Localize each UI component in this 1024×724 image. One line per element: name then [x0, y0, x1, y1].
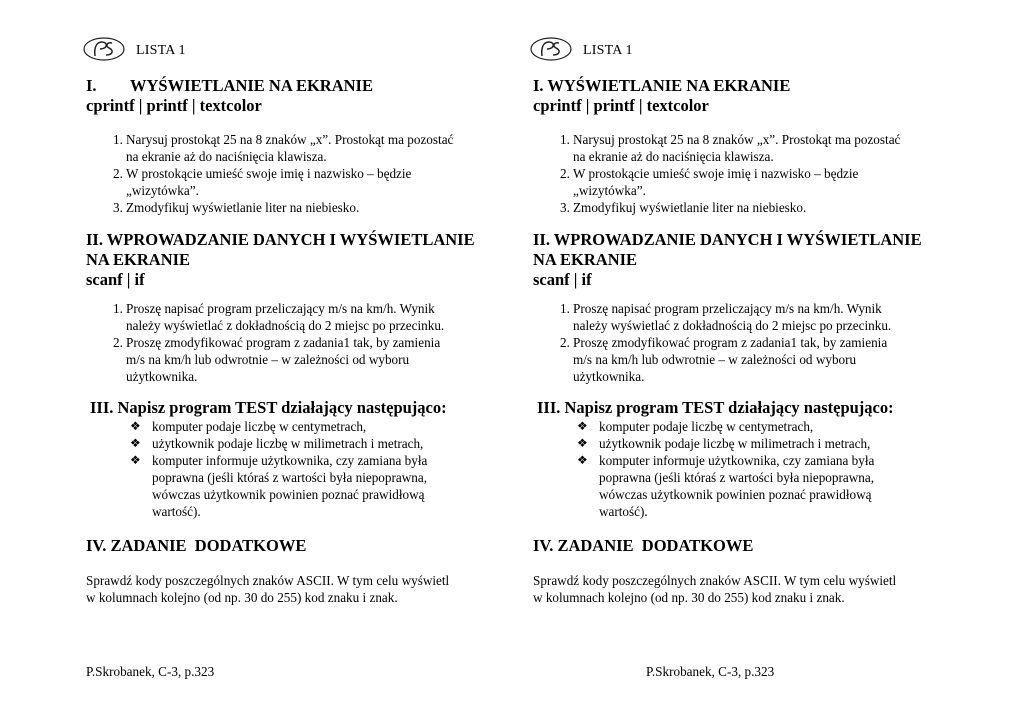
section-4-title: IV. ZADANIE DODATKOWE: [533, 536, 754, 555]
task-item: 2. Proszę zmodyfikować program z zadania1 tak, by zamienia m/s na km/h lub odwrotnie – w zależności od wyboru użytkownika.: [560, 335, 888, 384]
right-page: [533, 0, 1003, 724]
task-item: 2. W prostokącie umieść swoje imię i nazwisko – będzie „wizytówka”.: [113, 166, 412, 198]
task-item: 2. Proszę zmodyfikować program z zadania1 tak, by zamienia m/s na km/h lub odwrotnie – w zależności od wyboru użytkownika.: [113, 335, 441, 384]
section-2-task-list: [533, 300, 953, 385]
bullet-item: ❖ użytkownik podaje liczbę w milimetrach i metrach,: [577, 436, 871, 451]
diamond-bullet-icon: ❖: [577, 453, 588, 467]
diamond-bullet-icon: ❖: [577, 436, 588, 450]
page-content: [533, 76, 953, 606]
section-2: [533, 230, 953, 385]
section-1-task-list: [86, 131, 506, 216]
author-monogram-logo-icon: [529, 36, 573, 62]
list-label: LISTA 1: [136, 43, 186, 58]
section-3: [86, 398, 506, 520]
section-2-title: II. WPROWADZANIE DANYCH I WYŚWIETLANIE NA EKRANIE: [533, 230, 922, 269]
section-1-title: I. WYŚWIETLANIE NA EKRANIE: [533, 76, 791, 95]
section-4-title: IV. ZADANIE DODATKOWE: [86, 536, 307, 555]
section-4: [533, 536, 953, 606]
section-2-functions: scanf | if: [86, 270, 145, 289]
page-header: [529, 34, 633, 64]
section-3-title: III. Napisz program TEST działający następująco:: [537, 398, 894, 417]
page-content: [86, 76, 506, 606]
task-item: 3. Zmodyfikuj wyświetlanie liter na niebiesko.: [560, 200, 807, 215]
author-monogram-logo-icon: [82, 36, 126, 62]
page-footer: P.Skrobanek, C-3, p.323: [86, 664, 215, 679]
section-1-functions: cprintf | printf | textcolor: [86, 96, 262, 115]
section-3-bullet-list: [533, 418, 953, 520]
section-2-functions: scanf | if: [533, 270, 592, 289]
diamond-bullet-icon: ❖: [130, 419, 141, 433]
section-2-task-list: [86, 300, 506, 385]
section-3-bullet-list: [86, 418, 506, 520]
bullet-item: ❖ komputer informuje użytkownika, czy zamiana była poprawna (jeśli któraś z wartości była niepoprawna, wówczas użytkownik powinien poznać prawidłową wartość).: [577, 453, 875, 519]
diamond-bullet-icon: ❖: [130, 436, 141, 450]
section-2: [86, 230, 506, 385]
bullet-item: ❖ komputer podaje liczbę w centymetrach,: [130, 419, 367, 434]
task-item: 1. Proszę napisać program przeliczający m/s na km/h. Wynik należy wyświetlać z dokładnością do 2 miejsc po przecinku.: [113, 301, 445, 333]
section-1-title: I. WYŚWIETLANIE NA EKRANIE: [86, 76, 373, 95]
task-item: 1. Proszę napisać program przeliczający m/s na km/h. Wynik należy wyświetlać z dokładnością do 2 miejsc po przecinku.: [560, 301, 892, 333]
task-item: 1. Narysuj prostokąt 25 na 8 znaków „x”. Prostokąt ma pozostać na ekranie aż do naciśnięcia klawisza.: [560, 132, 901, 164]
section-1-functions: cprintf | printf | textcolor: [533, 96, 709, 115]
diamond-bullet-icon: ❖: [130, 453, 141, 467]
section-3: [533, 398, 953, 520]
section-4: [86, 536, 506, 606]
diamond-bullet-icon: ❖: [577, 419, 588, 433]
task-item: 1. Narysuj prostokąt 25 na 8 znaków „x”. Prostokąt ma pozostać na ekranie aż do naciśnięcia klawisza.: [113, 132, 454, 164]
section-3-title: III. Napisz program TEST działający następująco:: [90, 398, 447, 417]
page-footer: P.Skrobanek, C-3, p.323: [646, 664, 775, 679]
list-label: LISTA 1: [583, 43, 633, 58]
bullet-item: ❖ komputer podaje liczbę w centymetrach,: [577, 419, 814, 434]
task-item: 3. Zmodyfikuj wyświetlanie liter na niebiesko.: [113, 200, 360, 215]
section-1: [86, 76, 506, 216]
section-4-paragraph: Sprawdź kody poszczególnych znaków ASCII. W tym celu wyświetl w kolumnach kolejno (od np. 30 do 255) kod znaku i znak.: [86, 573, 450, 605]
page-header: [82, 34, 186, 64]
section-1: [533, 76, 953, 216]
section-1-task-list: [533, 131, 953, 216]
section-4-paragraph: Sprawdź kody poszczególnych znaków ASCII. W tym celu wyświetl w kolumnach kolejno (od np. 30 do 255) kod znaku i znak.: [533, 573, 897, 605]
bullet-item: ❖ komputer informuje użytkownika, czy zamiana była poprawna (jeśli któraś z wartości była niepoprawna, wówczas użytkownik powinien poznać prawidłową wartość).: [130, 453, 428, 519]
left-page: [86, 0, 556, 724]
task-item: 2. W prostokącie umieść swoje imię i nazwisko – będzie „wizytówka”.: [560, 166, 859, 198]
section-2-title: II. WPROWADZANIE DANYCH I WYŚWIETLANIE NA EKRANIE: [86, 230, 475, 269]
bullet-item: ❖ użytkownik podaje liczbę w milimetrach i metrach,: [130, 436, 424, 451]
